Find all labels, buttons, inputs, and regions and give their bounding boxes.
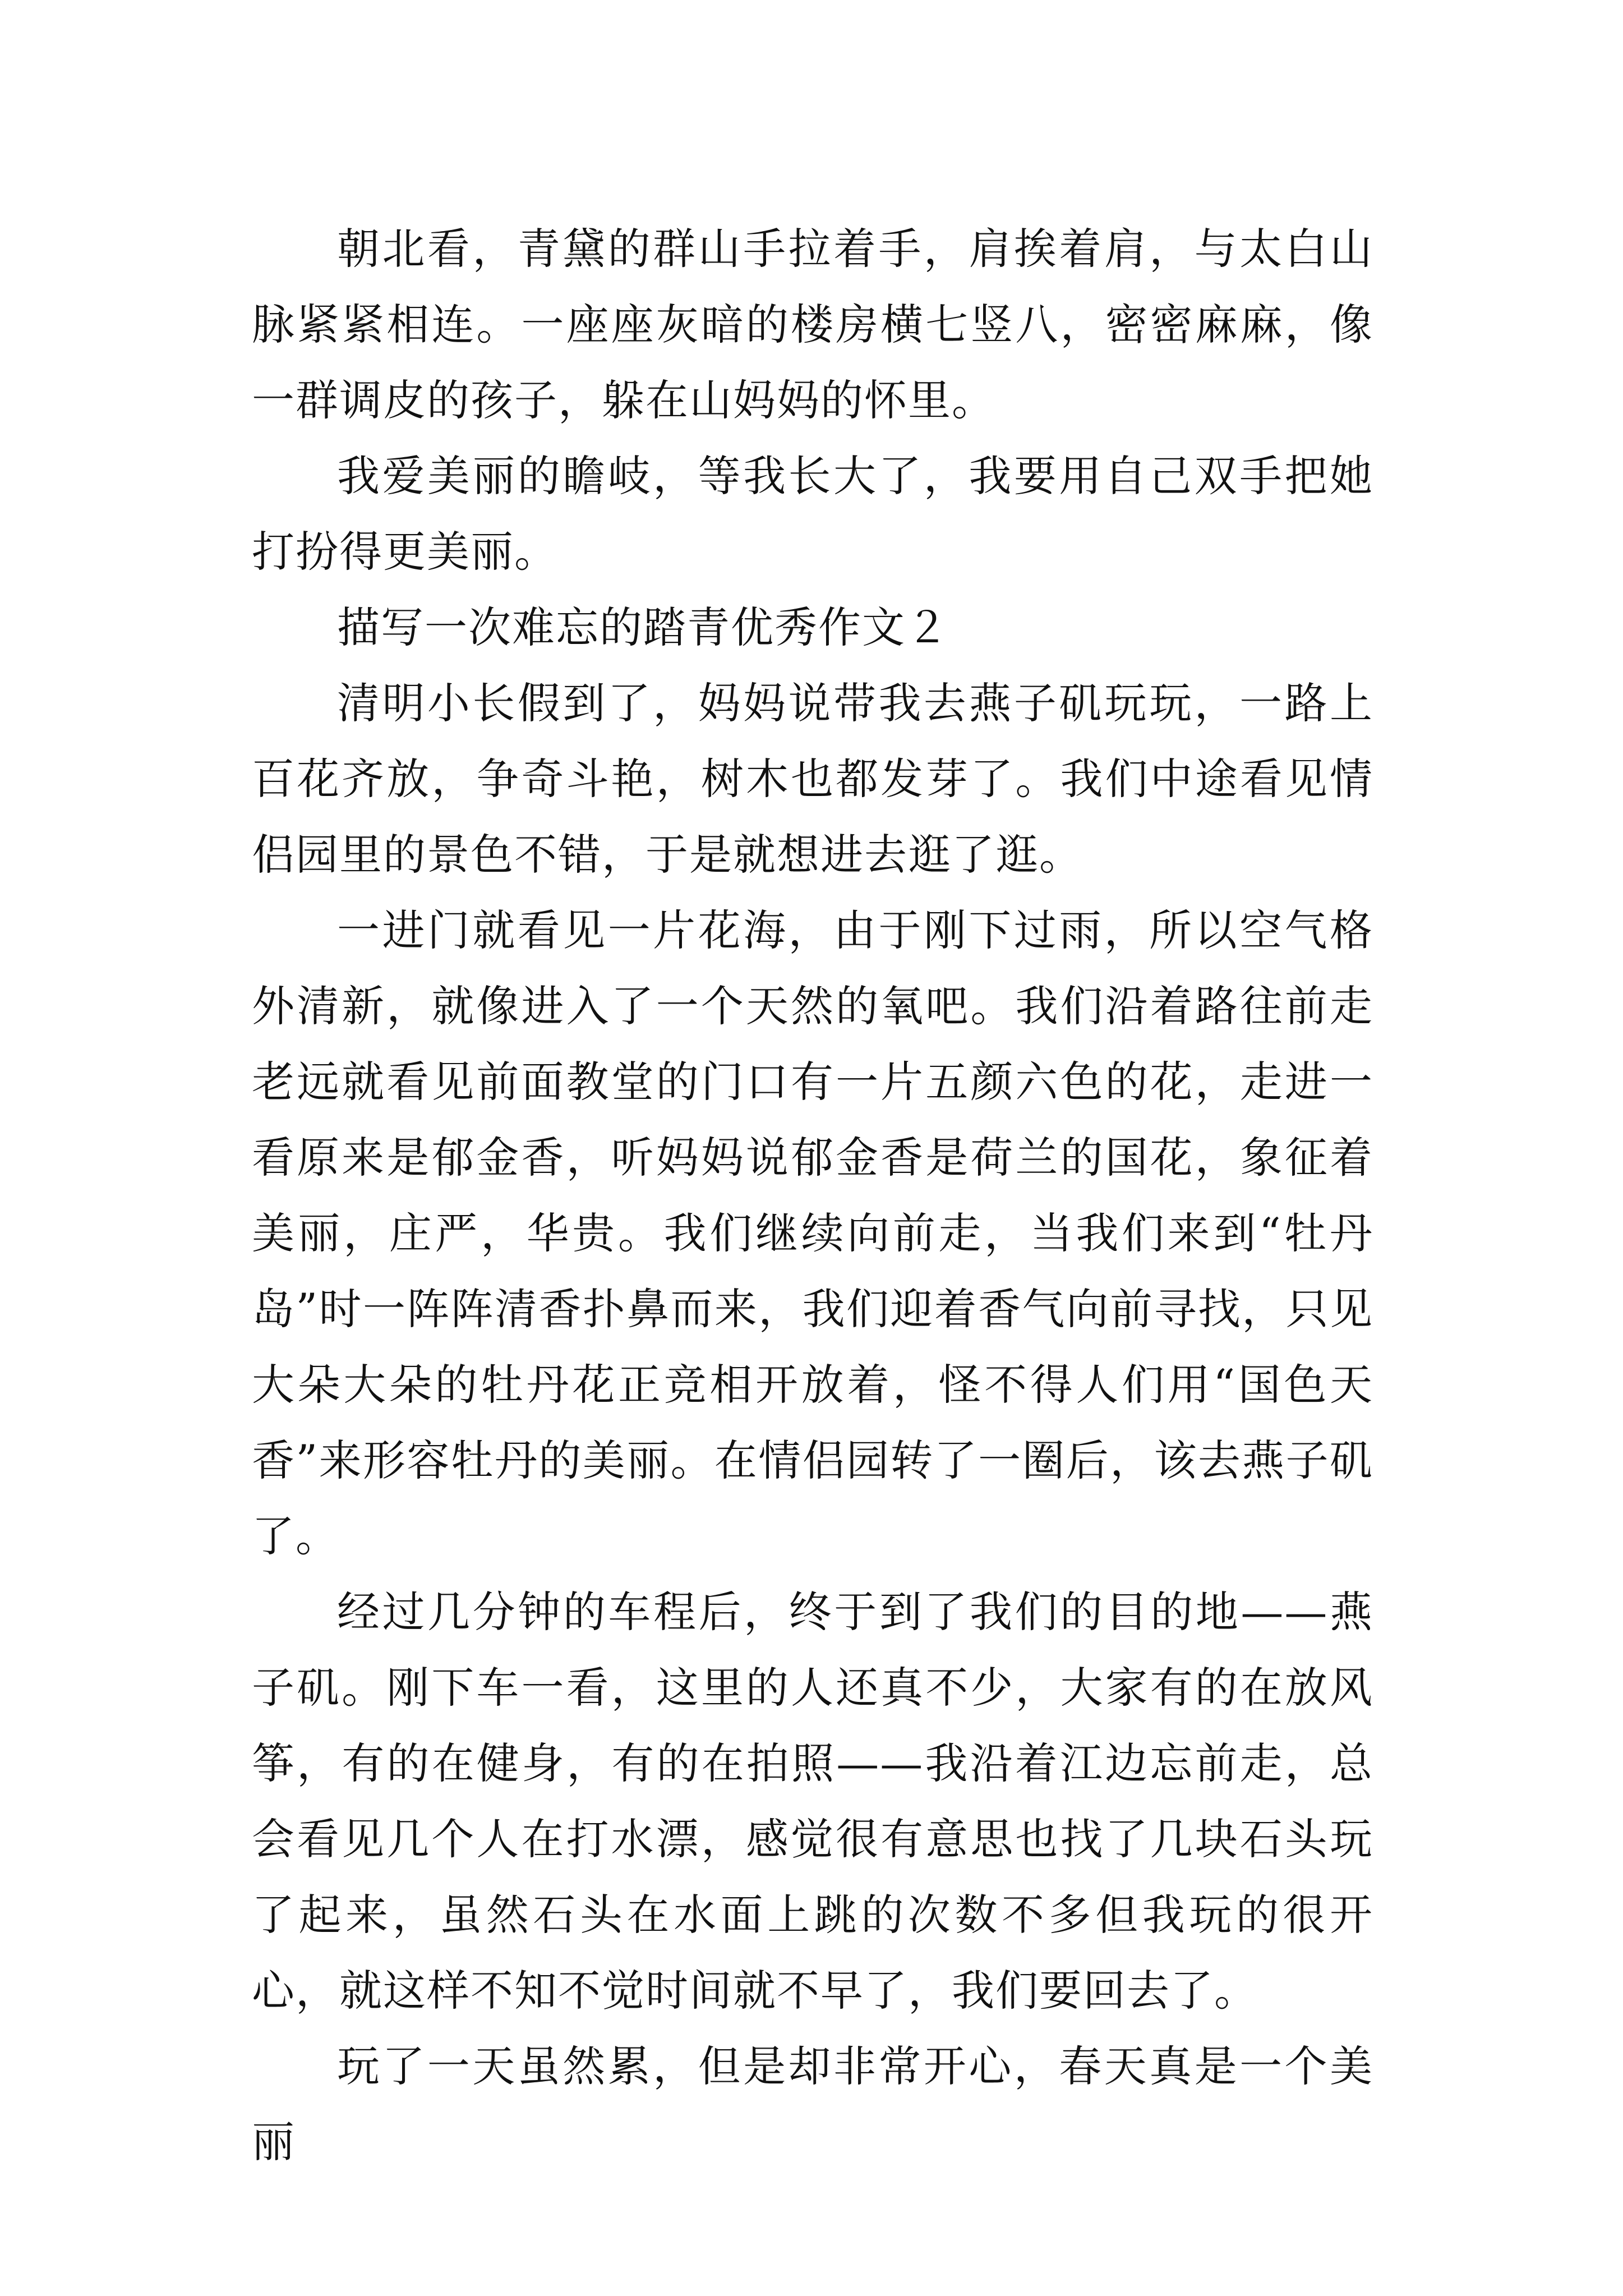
paragraph-conclusion: 玩了一天虽然累，但是却非常开心，春天真是一个美丽 <box>252 2041 1373 2167</box>
paragraph-flower-sea: 一进门就看见一片花海，由于刚下过雨，所以空气格外清新，就像进入了一个天然的氧吧。我们沿着路往前走老远就看见前面教堂的门口有一片五颜六色的花，走进一看原来是郁金香，听妈妈说郁金香是荷兰的国花，象征着美丽，庄严，华贵。我们继续向前走，当我们来到“牡丹岛”时一阵阵清香扑鼻而来，我们迎着香气向前寻找，只见大朵大朵的牡丹花正竞相开放着，怪不得人们用“国色天香”来形容牡丹的美丽。在情侣园转了一圈后，该去燕子矶了。 <box>252 905 1373 1561</box>
paragraph-qingming-holiday: 清明小长假到了，妈妈说带我去燕子矶玩玩，一路上百花齐放，争奇斗艳，树木也都发芽了。我们中途看见情侣园里的景色不错，于是就想进去逛了逛。 <box>252 678 1373 880</box>
paragraph-north-view: 朝北看，青黛的群山手拉着手，肩挨着肩，与太白山脉紧紧相连。一座座灰暗的楼房横七竖八，密密麻麻，像一群调皮的孩子，躲在山妈妈的怀里。 <box>252 224 1373 425</box>
paragraph-love-zhanqi: 我爱美丽的瞻岐，等我长大了，我要用自己双手把她打扮得更美丽。 <box>252 451 1373 577</box>
paragraph-yanziji: 经过几分钟的车程后，终于到了我们的目的地——燕子矶。刚下车一看，这里的人还真不少，大家有的在放风筝，有的在健身，有的在拍照——我沿着江边忘前走，总会看见几个人在打水漂，感觉很有意思也找了几块石头玩了起来，虽然石头在水面上跳的次数不多但我玩的很开心，就这样不知不觉时间就不早了，我们要回去了。 <box>252 1587 1373 2016</box>
essay-title: 描写一次难忘的踏青优秀作文２ <box>337 602 949 652</box>
document-body <box>252 211 1373 2180</box>
